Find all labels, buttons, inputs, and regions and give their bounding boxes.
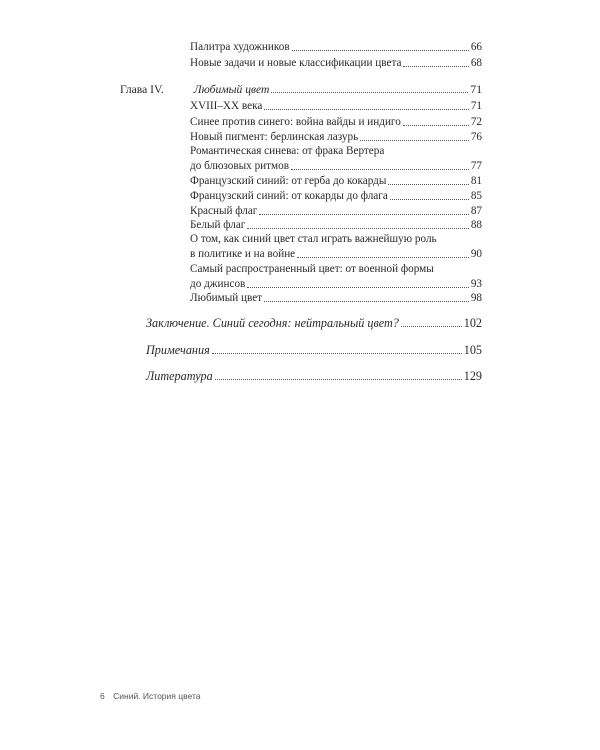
toc-entry-page: 88 bbox=[470, 219, 482, 231]
toc-entry-page: 71 bbox=[470, 100, 482, 112]
toc-entry bbox=[190, 190, 482, 203]
toc-entry-page: 77 bbox=[470, 160, 482, 172]
dot-leader bbox=[264, 301, 469, 302]
toc-entry-title: до блюзовых ритмов bbox=[190, 160, 289, 172]
toc-section-title: Заключение. Синий сегодня: нейтральный цвет? bbox=[146, 316, 399, 330]
toc-entry-title: Красный флаг bbox=[190, 205, 258, 217]
toc-entry-page: 66 bbox=[470, 41, 482, 53]
dot-leader bbox=[291, 169, 469, 170]
toc-section-page: 129 bbox=[463, 369, 482, 383]
dot-leader bbox=[401, 326, 462, 327]
toc-entry bbox=[190, 100, 482, 113]
dot-leader bbox=[403, 125, 469, 126]
chapter-page: 71 bbox=[470, 83, 482, 96]
toc-entry-title: Новые задачи и новые классификации цвета bbox=[190, 57, 402, 69]
toc-entry-title: Любимый цвет bbox=[190, 292, 263, 304]
dot-leader bbox=[388, 184, 468, 185]
toc-entry-title: Новый пигмент: берлинская лазурь bbox=[190, 131, 359, 143]
toc-section bbox=[146, 316, 482, 330]
toc-entry-page: 98 bbox=[470, 292, 482, 304]
toc-entry-title: XVIII–XX века bbox=[190, 100, 263, 112]
toc-entry bbox=[190, 160, 482, 173]
toc-entry-first-line: Романтическая синева: от фрака Вертера bbox=[190, 145, 385, 157]
dot-leader bbox=[212, 353, 462, 354]
toc-entry-page: 72 bbox=[470, 116, 482, 128]
toc-section-page: 102 bbox=[463, 316, 482, 330]
toc-entry-first-line: О том, как синий цвет стал играть важнейшую роль bbox=[190, 233, 437, 245]
toc-entry-page: 81 bbox=[470, 175, 482, 187]
page-footer bbox=[100, 691, 201, 701]
toc-entry bbox=[190, 278, 482, 291]
chapter-heading bbox=[120, 83, 482, 96]
toc-entry-title: Французский синий: от герба до кокарды bbox=[190, 175, 387, 187]
toc-entry bbox=[190, 248, 482, 261]
dot-leader bbox=[247, 228, 468, 229]
toc-entry-title: Синее против синего: война вайды и индиго bbox=[190, 116, 401, 128]
toc-entry bbox=[190, 205, 482, 218]
toc-entry bbox=[190, 41, 482, 54]
footer-book-title: Синий. История цвета bbox=[113, 691, 201, 701]
toc-section-title: Литература bbox=[146, 369, 213, 383]
dot-leader bbox=[390, 199, 469, 200]
toc-entry-title: до джинсов bbox=[190, 278, 246, 290]
footer-page-number: 6 bbox=[100, 691, 105, 701]
dot-leader bbox=[215, 379, 462, 380]
toc-entry-page: 68 bbox=[470, 57, 482, 69]
toc-entry-title: Палитра художников bbox=[190, 41, 290, 53]
toc-entry-page: 76 bbox=[470, 131, 482, 143]
dot-leader bbox=[259, 214, 468, 215]
toc-entry-page: 90 bbox=[470, 248, 482, 260]
toc-entry bbox=[190, 116, 482, 129]
toc-entry-page: 93 bbox=[470, 278, 482, 290]
toc-section-page: 105 bbox=[463, 343, 482, 357]
toc-entry-title: Белый флаг bbox=[190, 219, 246, 231]
dot-leader bbox=[297, 257, 469, 258]
toc-entry-first-line: Самый распространенный цвет: от военной формы bbox=[190, 263, 434, 275]
toc-section bbox=[146, 343, 482, 357]
toc-entry-title: Французский синий: от кокарды до флага bbox=[190, 190, 388, 202]
toc-entry bbox=[190, 175, 482, 188]
dot-leader bbox=[403, 66, 468, 67]
toc-section-title: Примечания bbox=[146, 343, 210, 357]
toc-entry-title: в политике и на войне bbox=[190, 248, 296, 260]
toc-entry bbox=[190, 131, 482, 144]
toc-entry bbox=[190, 292, 482, 305]
toc-entry-page: 87 bbox=[470, 205, 482, 217]
toc-entry bbox=[190, 219, 482, 232]
toc-section bbox=[146, 369, 482, 383]
chapter-title: Любимый цвет bbox=[193, 83, 270, 96]
dot-leader bbox=[292, 50, 469, 51]
chapter-label: Глава IV. bbox=[120, 83, 164, 96]
dot-leader bbox=[264, 109, 469, 110]
toc-entry bbox=[190, 57, 482, 70]
dot-leader bbox=[271, 92, 468, 93]
dot-leader bbox=[360, 140, 469, 141]
toc-entry-page: 85 bbox=[470, 190, 482, 202]
dot-leader bbox=[247, 287, 468, 288]
